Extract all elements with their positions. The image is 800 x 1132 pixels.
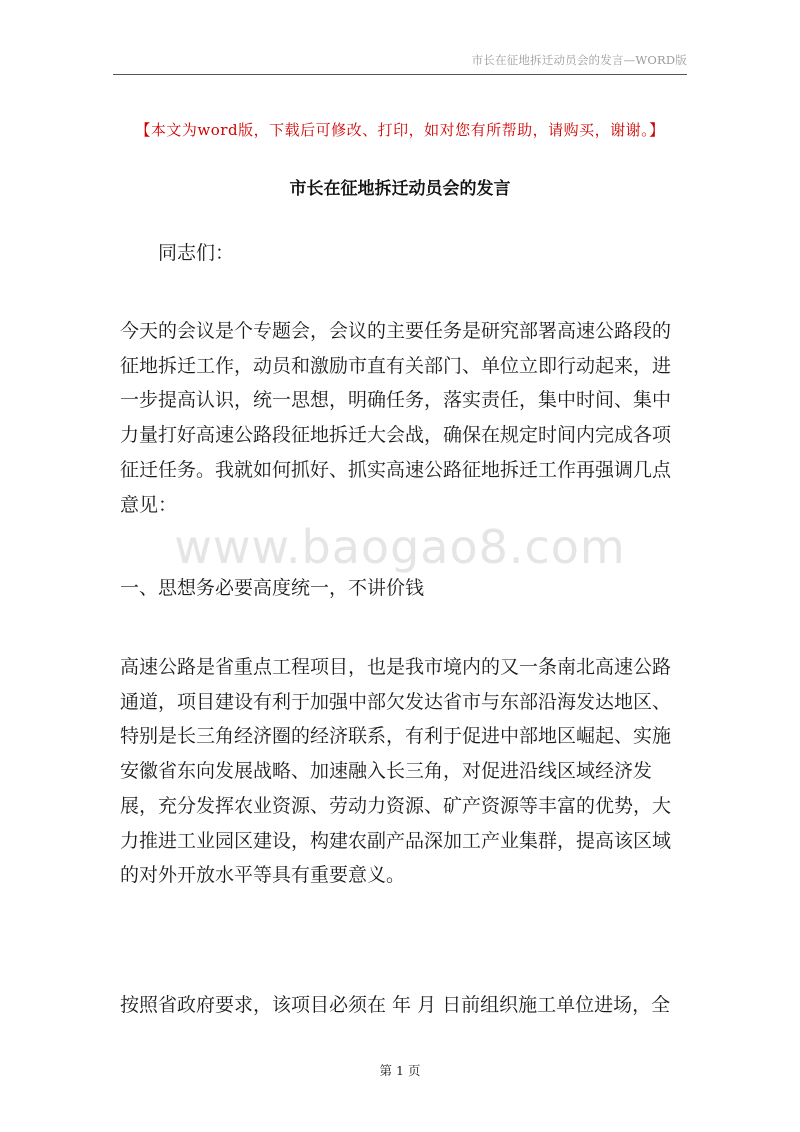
watermark: www.baogao8.com	[174, 520, 626, 574]
document-title: 市长在征地拆迁动员会的发言	[289, 179, 511, 199]
section-heading-1: 一、思想务必要高度统一，不讲价钱	[120, 577, 425, 599]
purchase-notice: 【本文为word版，下载后可修改、打印，如对您有所帮助，请购买，谢谢。】	[135, 121, 665, 139]
header-divider	[113, 74, 687, 75]
paragraph-deadline: 按照省政府要求，该项目必须在 年 月 日前组织施工单位进场，全	[120, 994, 671, 1016]
running-header: 市长在征地拆迁动员会的发言—WORD版	[471, 53, 687, 67]
page-number: 第 1 页	[379, 1063, 421, 1078]
paragraph-intro: 今天的会议是个专题会，会议的主要任务是研究部署高速公路段的征地拆迁工作，动员和激励市直有关部门、单位立即行动起来，进一步提高认识，统一思想，明确任务，落实责任，集中时间、集中力量打好高速公路段征地拆迁大会战，确保在规定时间内完成各项征迁任务。我就如何抓好、抓实高速公路征地拆迁工作再强调几点意见：	[120, 320, 672, 516]
salutation: 同志们：	[158, 242, 235, 264]
paragraph-project-significance: 高速公路是省重点工程项目，也是我市境内的又一条南北高速公路通道，项目建设有利于加强中部欠发达省市与东部沿海发达地区、特别是长三角经济圈的经济联系，有利于促进中部地区崛起、实施安徽省东向发展战略、加速融入长三角，对促进沿线区域经济发展，充分发挥农业资源、劳动力资源、矿产资源等丰富的优势，大力推进工业园区建设，构建农副产品深加工产业集群，提高该区域的对外开放水平等具有重要意义。	[120, 656, 672, 887]
